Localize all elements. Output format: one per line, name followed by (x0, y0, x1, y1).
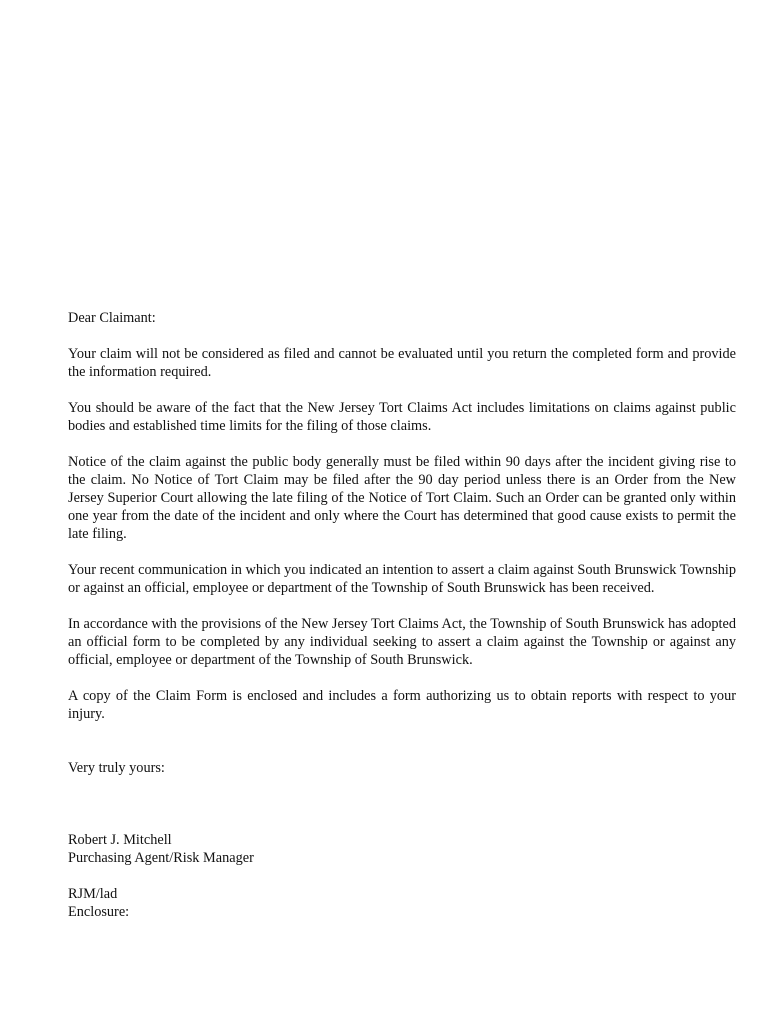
paragraph-notice-deadline: Notice of the claim against the public body generally must be filed within 90 days after the incident giving rise to the claim. No Notice of Tort Claim may be filed after the 90 day period unless there is an Order from the New Jersey Superior Court allowing the late filing of the Notice of Tort Claim. Such an Order can be granted only within one year from the date of the incident and only where the Court has determined that good cause exists to permit the late filing. (68, 454, 736, 542)
signer-title: Purchasing Agent/Risk Manager (68, 850, 254, 866)
paragraph-tort-claims-act: You should be aware of the fact that the New Jersey Tort Claims Act includes limitations on claims against public bodies and established time limits for the filing of those claims. (68, 400, 736, 434)
letter-body (68, 309, 736, 921)
salutation: Dear Claimant: (68, 310, 156, 326)
paragraph-communication-received: Your recent communication in which you indicated an intention to assert a claim against South Brunswick Township or against an official, employee or department of the Township of South Brunswick has been received. (68, 562, 736, 596)
enclosure-note: Enclosure: (68, 904, 130, 920)
paragraph-claim-form-enclosed: A copy of the Claim Form is enclosed and includes a form authorizing us to obtain reports with respect to your injury. (68, 688, 736, 722)
closing: Very truly yours: (68, 760, 165, 776)
paragraph-official-form: In accordance with the provisions of the New Jersey Tort Claims Act, the Township of South Brunswick has adopted an official form to be completed by any individual seeking to assert a claim against the Township or against any official, employee or department of the Township of South Brunswick. (68, 616, 736, 668)
paragraph-claim-filing: Your claim will not be considered as filed and cannot be evaluated until you return the completed form and provide the information required. (68, 346, 736, 380)
signer-name: Robert J. Mitchell (68, 832, 172, 848)
reference-initials: RJM/lad (68, 886, 118, 902)
